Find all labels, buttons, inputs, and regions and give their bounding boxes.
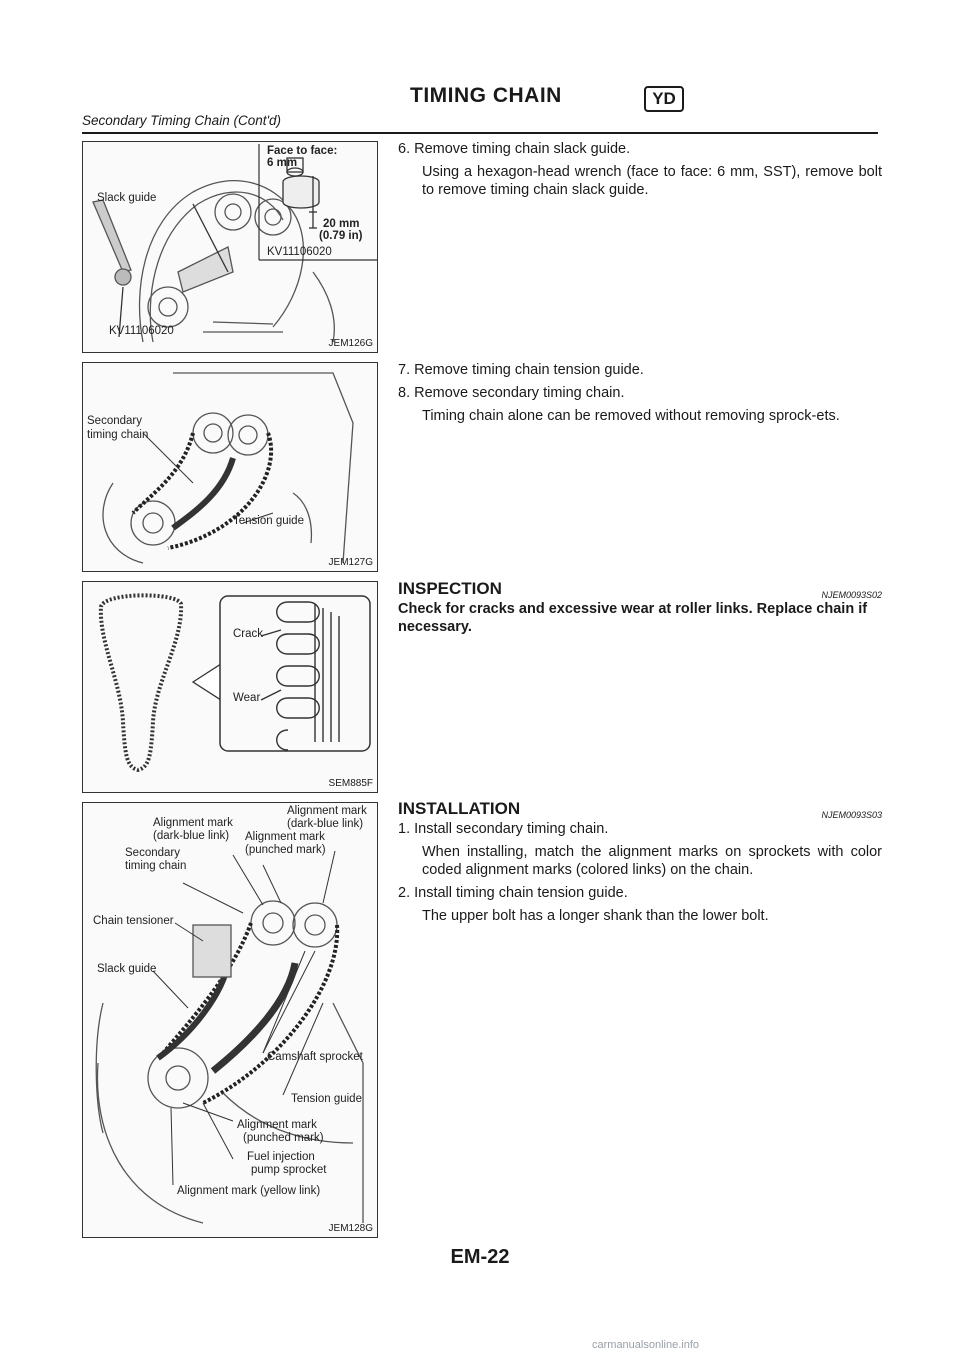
- inspection-section: [398, 580, 882, 642]
- tension-guide-label: Tension guide: [291, 1093, 362, 1105]
- timing-chain-label: timing chain: [125, 860, 187, 872]
- step-description: Using a hexagon-head wrench (face to face: 6 mm, SST), remove bolt to remove timing chain slack guide.: [422, 164, 882, 198]
- figure-code: JEM128G: [328, 1223, 373, 1234]
- alignment-mark-label-1: Alignment mark: [153, 817, 233, 829]
- slack-guide-label: Slack guide: [97, 192, 157, 204]
- step-title: 8. Remove secondary timing chain.: [398, 385, 625, 401]
- section-heading: [398, 580, 882, 598]
- face-to-face-value: 6 mm: [267, 157, 298, 169]
- step-title: 7. Remove timing chain tension guide.: [398, 362, 644, 378]
- engine-badge: YD: [644, 86, 684, 112]
- punched-mark-label-1: (punched mark): [245, 844, 326, 856]
- tension-guide-label: Tension guide: [233, 515, 304, 527]
- section-title: INSTALLATION: [398, 799, 521, 818]
- step-description: Timing chain alone can be removed without removing sprock-ets.: [422, 408, 840, 424]
- face-to-face-label: Face to face:: [267, 145, 338, 157]
- alignment-mark-label-4: Alignment mark: [237, 1119, 317, 1131]
- figure-chain-installation: [82, 802, 378, 1238]
- slack-guide-label: Slack guide: [97, 963, 157, 975]
- header-divider: [82, 132, 878, 134]
- removal-step-6: [398, 140, 882, 204]
- camshaft-sprocket-label: Camshaft sprocket: [267, 1051, 363, 1063]
- page-header: [82, 84, 878, 134]
- punched-mark-label-2: (punched mark): [243, 1132, 324, 1144]
- length-mm-label: 20 mm: [323, 218, 360, 230]
- removal-steps-7-8: [398, 361, 882, 430]
- alignment-mark-label-3: Alignment mark: [245, 831, 325, 843]
- figure-code: JEM127G: [328, 557, 373, 568]
- secondary-label: Secondary: [87, 415, 142, 427]
- section-code: NJEM0093S03: [821, 810, 882, 820]
- alignment-mark-yellow-label: Alignment mark (yellow link): [177, 1185, 321, 1197]
- dark-blue-link-label-2: (dark-blue link): [287, 818, 364, 830]
- fuel-injection-label: Fuel injection: [247, 1151, 315, 1163]
- length-in-label: (0.79 in): [319, 230, 363, 242]
- step-title: 2. Install timing chain tension guide.: [398, 885, 628, 901]
- section-code: NJEM0093S02: [821, 590, 882, 600]
- page-title: TIMING CHAIN: [410, 84, 562, 107]
- figure-chain-inspection: [82, 581, 378, 793]
- section-heading: [398, 800, 882, 818]
- inspection-text: Check for cracks and excessive wear at roller links. Replace chain if necessary.: [398, 601, 868, 635]
- tool-code-label: KV11106020: [267, 246, 332, 258]
- step-description: The upper bolt has a longer shank than the lower bolt.: [422, 908, 769, 924]
- page-number: EM-22: [450, 1246, 510, 1268]
- step-title: 1. Install secondary timing chain.: [398, 821, 609, 837]
- pump-sprocket-label: pump sprocket: [251, 1164, 327, 1176]
- footer-watermark: carmanualsonline.info: [592, 1339, 700, 1351]
- tool-code-label-bottom: KV11106020: [109, 325, 174, 337]
- installation-section: [398, 800, 882, 930]
- dark-blue-link-label-1: (dark-blue link): [153, 830, 230, 842]
- section-title: INSPECTION: [398, 579, 502, 598]
- step-title: 6. Remove timing chain slack guide.: [398, 141, 631, 157]
- figure-code: SEM885F: [328, 778, 373, 789]
- page-subtitle: Secondary Timing Chain (Cont'd): [82, 113, 282, 128]
- figure-tension-guide-removal: [82, 362, 378, 572]
- timing-chain-label: timing chain: [87, 429, 149, 441]
- step-description: When installing, match the alignment marks on sprockets with color coded alignment marks (colored links) on the chain.: [422, 844, 882, 878]
- figure-code: JEM126G: [328, 338, 373, 349]
- tension-guide-drawing: [83, 363, 377, 571]
- figure-slack-guide-removal: [82, 141, 378, 353]
- slack-guide-drawing: [83, 142, 377, 352]
- crack-label: Crack: [233, 628, 264, 640]
- chain-tensioner-label: Chain tensioner: [93, 915, 174, 927]
- wear-label: Wear: [233, 692, 261, 704]
- alignment-mark-label-2: Alignment mark: [287, 805, 367, 817]
- secondary-label: Secondary: [125, 847, 180, 859]
- chain-inspection-drawing: [83, 582, 377, 792]
